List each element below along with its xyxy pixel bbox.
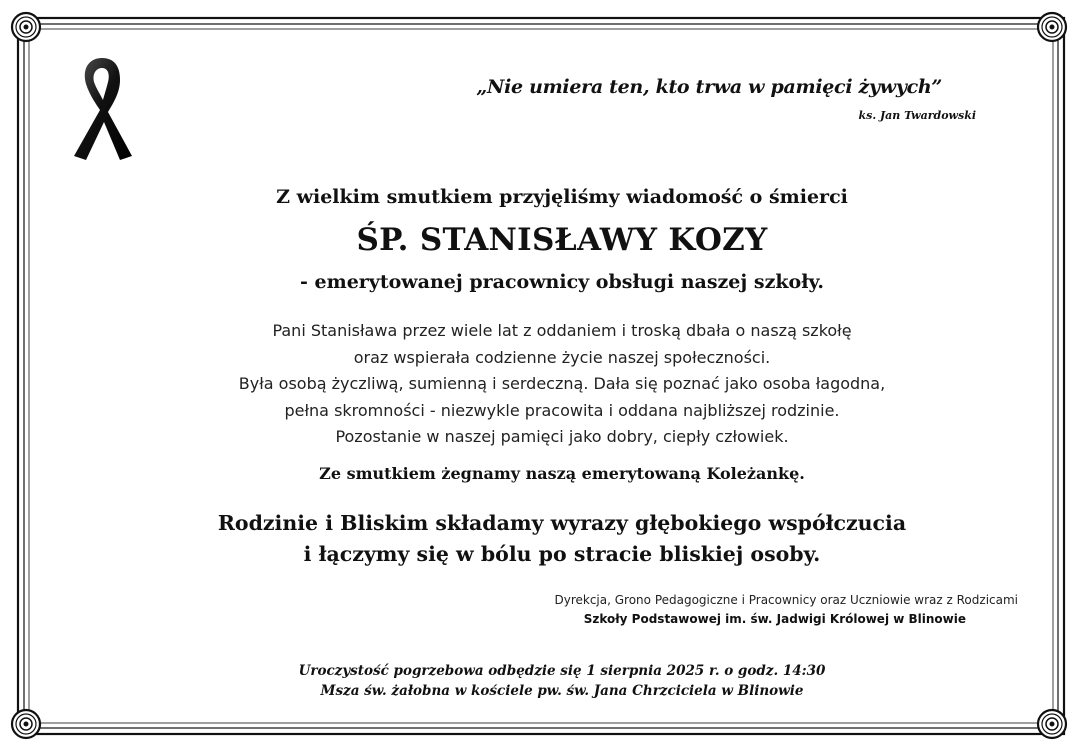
motto-quote: „Nie umiera ten, kto trwa w pamięci żywych” <box>476 76 942 98</box>
funeral-info-line-1: Uroczystość pogrzebowa odbędzie się 1 sierpnia 2025 r. o godz. 14:30 <box>298 663 826 679</box>
corner-rosette-icon <box>1038 710 1066 738</box>
motto-author: ks. Jan Twardowski <box>858 109 976 122</box>
announcement-intro: Z wielkim smutkiem przyjęliśmy wiadomość o śmierci <box>276 186 848 208</box>
tribute-text <box>80 318 1044 451</box>
condolences <box>80 508 1044 570</box>
tribute-line: pełna skromności - niezwykle pracowita i oddana najbliższej rodzinie. <box>284 400 840 420</box>
tribute-line: Pozostanie w naszej pamięci jako dobry, ciepły człowiek. <box>335 427 789 446</box>
corner-rosette-icon <box>12 13 40 41</box>
deceased-name: ŚP. STANISŁAWY KOZY <box>356 222 768 258</box>
condolences-line: Rodzinie i Bliskim składamy wyrazy głębokiego współczucia <box>217 511 907 535</box>
corner-rosette-icon <box>1038 13 1066 41</box>
signature-line-2: Szkoły Podstawowej im. św. Jadwigi Królowej w Blinowie <box>583 612 966 626</box>
tribute-line: Pani Stanisława przez wiele lat z oddaniem i troską dbała o naszą szkołę <box>272 321 852 340</box>
tribute-line: oraz wspierała codzienne życie naszej społeczności. <box>353 347 771 367</box>
farewell-line: Ze smutkiem żegnamy naszą emerytowaną Koleżankę. <box>319 464 805 483</box>
signature-line-1: Dyrekcja, Grono Pedagogiczne i Pracownicy oraz Uczniowie wraz z Rodzicami <box>554 593 1018 607</box>
deceased-role: - emerytowanej pracownicy obsługi naszej szkoły. <box>300 271 824 293</box>
mourning-ribbon-icon <box>66 56 138 162</box>
funeral-info-line-2: Msza św. żałobna w kościele pw. św. Jana Chrzciciela w Blinowie <box>320 683 804 699</box>
corner-rosette-icon <box>12 710 40 738</box>
condolences-line: i łączymy się w bólu po stracie bliskiej osoby. <box>303 542 821 566</box>
tribute-line: Była osobą życzliwą, sumienną i serdeczną. Dała się poznać jako osoba łagodna, <box>238 374 886 393</box>
